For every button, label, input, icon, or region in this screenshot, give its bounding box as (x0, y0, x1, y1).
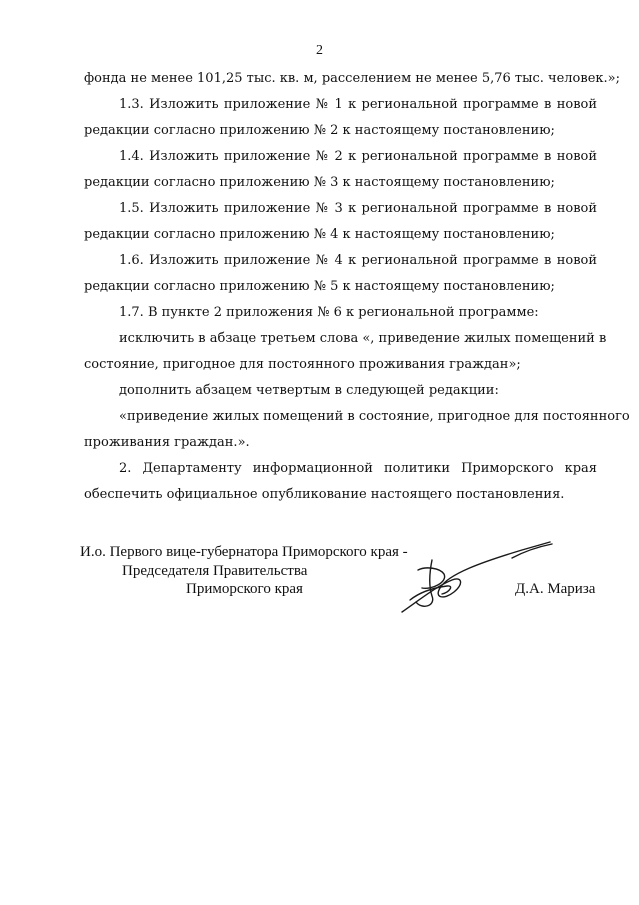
text-line: фонда не менее 101,25 тыс. кв. м, расселением не менее 5,76 тыс. человек.»; (84, 71, 620, 86)
text-line: обеспечить официальное опубликование настоящего постановления. (84, 487, 565, 502)
text-line: 1.3. Изложить приложение № 1 к региональной программе в новой (119, 97, 597, 112)
text-line: редакции согласно приложению № 4 к настоящему постановлению; (84, 227, 555, 242)
text-line: 2. Департаменту информационной политики Приморского края (119, 461, 597, 476)
text-line: исключить в абзаце третьем слова «, приведение жилых помещений в (119, 331, 607, 346)
text-line: 1.4. Изложить приложение № 2 к региональной программе в новой (119, 149, 597, 164)
text-line: «приведение жилых помещений в состояние, пригодное для постоянного (119, 409, 630, 424)
signatory-title-line-1: И.о. Первого вице-губернатора Приморского края - (80, 544, 408, 560)
text-line: проживания граждан.». (84, 435, 250, 450)
text-line: 1.6. Изложить приложение № 4 к региональной программе в новой (119, 253, 597, 268)
text-line: состояние, пригодное для постоянного проживания граждан»; (84, 357, 521, 372)
text-line: 1.7. В пункте 2 приложения № 6 к региональной программе: (119, 305, 539, 320)
signatory-title-line-3: Приморского края (186, 581, 303, 597)
text-line: 1.5. Изложить приложение № 3 к региональной программе в новой (119, 201, 597, 216)
signatory-name: Д.А. Мариза (515, 581, 596, 597)
text-line: дополнить абзацем четвертым в следующей редакции: (119, 383, 499, 398)
text-line: редакции согласно приложению № 3 к настоящему постановлению; (84, 175, 555, 190)
handwritten-signature (392, 540, 567, 620)
page-number: 2 (316, 43, 323, 58)
text-line: редакции согласно приложению № 5 к настоящему постановлению; (84, 279, 555, 294)
text-line: редакции согласно приложению № 2 к настоящему постановлению; (84, 123, 555, 138)
signatory-title-line-2: Председателя Правительства (122, 563, 308, 579)
